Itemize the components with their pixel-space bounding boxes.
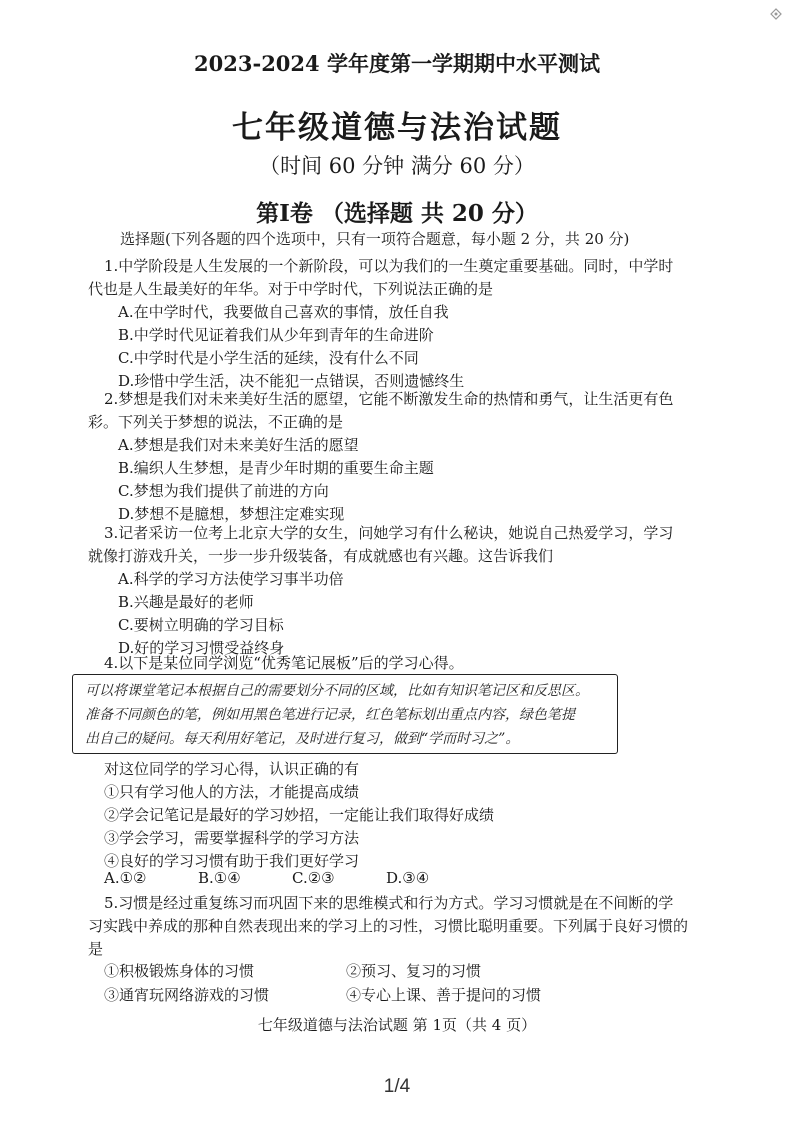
q4-choice-a: A.①② [104,869,147,887]
q1-option-a: A.在中学时代，我要做自己喜欢的事情，放任自我 [118,303,449,321]
q4-item-1: ①只有学习他人的方法，才能提高成绩 [104,783,360,801]
q2-stem-1: 2.梦想是我们对未来美好生活的愿望，它能不断激发生命的热情和勇气，让生活更有色 [104,390,674,408]
q1-option-c: C.中学时代是小学生活的延续，没有什么不同 [118,349,419,367]
q1-option-d: D.珍惜中学生活，决不能犯一点错误，否则遗憾终生 [118,372,465,390]
note-line-3: 出自己的疑问。每天利用好笔记，及时进行复习，做到“学而时习之”。 [85,731,520,747]
q4-question: 对这位同学的学习心得，认识正确的有 [104,760,360,778]
q3-option-a: A.科学的学习方法使学习事半功倍 [118,570,344,588]
q4-item-2: ②学会记笔记是最好的学习妙招，一定能让我们取得好成绩 [104,806,495,824]
note-line-2: 准备不同颜色的笔，例如用黑色笔进行记录，红色笔标划出重点内容，绿色笔提 [85,707,575,723]
note-box [72,674,618,754]
scan-mark-icon [768,6,784,22]
q5-item-2: ②预习、复习的习惯 [346,962,482,980]
q3-stem-1: 3.记者采访一位考上北京大学的女生，问她学习有什么秘诀，她说自己热爱学习，学习 [104,524,674,542]
q3-option-b: B.兴趣是最好的老师 [118,593,254,611]
q4-stem: 4.以下是某位同学浏览“优秀笔记展板”后的学习心得。 [104,654,464,672]
note-line-1: 可以将课堂笔记本根据自己的需要划分不同的区域，比如有知识笔记区和反思区。 [85,683,589,699]
q3-stem-2: 就像打游戏升关，一步一步升级装备，有成就感也有兴趣。这告诉我们 [88,547,554,565]
q1-option-b: B.中学时代见证着我们从少年到青年的生命进阶 [118,326,434,344]
q5-item-3: ③通宵玩网络游戏的习惯 [104,986,270,1004]
exam-meta: （时间 60 分钟 满分 60 分） [259,154,535,178]
q4-item-4: ④良好的学习习惯有助于我们更好学习 [104,852,360,870]
q2-option-a: A.梦想是我们对未来美好生活的愿望 [118,436,359,454]
exam-header: 2023-2024 学年度第一学期期中水平测试 [194,51,600,76]
q4-item-3: ③学会学习，需要掌握科学的学习方法 [104,829,360,847]
q1-stem-2: 代也是人生最美好的年华。对于中学时代，下列说法正确的是 [88,280,494,298]
exam-title: 七年级道德与法治试题 [232,110,562,146]
instructions: 选择题(下列各题的四个选项中，只有一项符合题意，每小题 2 分，共 20 分) [120,230,630,248]
q3-option-c: C.要树立明确的学习目标 [118,616,284,634]
q4-choice-b: B.①④ [198,869,241,887]
q3-option-d: D.好的学习习惯受益终身 [118,639,285,657]
q2-option-b: B.编织人生梦想，是青少年时期的重要生命主题 [118,459,434,477]
page-footer: 七年级道德与法治试题 第 1页（共 4 页） [257,1016,537,1034]
q5-stem-2: 习实践中养成的那种自然表现出来的学习上的习性，习惯比聪明重要。下列属于良好习惯的 [88,917,689,935]
q5-item-4: ④专心上课、善于提问的习惯 [346,986,542,1004]
q2-stem-2: 彩。下列关于梦想的说法，不正确的是 [88,413,344,431]
q2-option-d: D.梦想不是臆想，梦想注定难实现 [118,505,345,523]
page-number: 1/4 [383,1076,411,1097]
section-title: 第Ⅰ卷 （选择题 共 20 分） [256,200,538,227]
q4-choice-c: C.②③ [292,869,335,887]
q1-stem-1: 1.中学阶段是人生发展的一个新阶段，可以为我们的一生奠定重要基础。同时，中学时 [104,257,674,275]
q2-option-c: C.梦想为我们提供了前进的方向 [118,482,329,500]
q5-item-1: ①积极锻炼身体的习惯 [104,962,255,980]
q5-stem-3: 是 [88,940,104,958]
q4-choice-d: D.③④ [386,869,430,887]
q5-stem-1: 5.习惯是经过重复练习而巩固下来的思维模式和行为方式。学习习惯就是在不间断的学 [104,894,674,912]
